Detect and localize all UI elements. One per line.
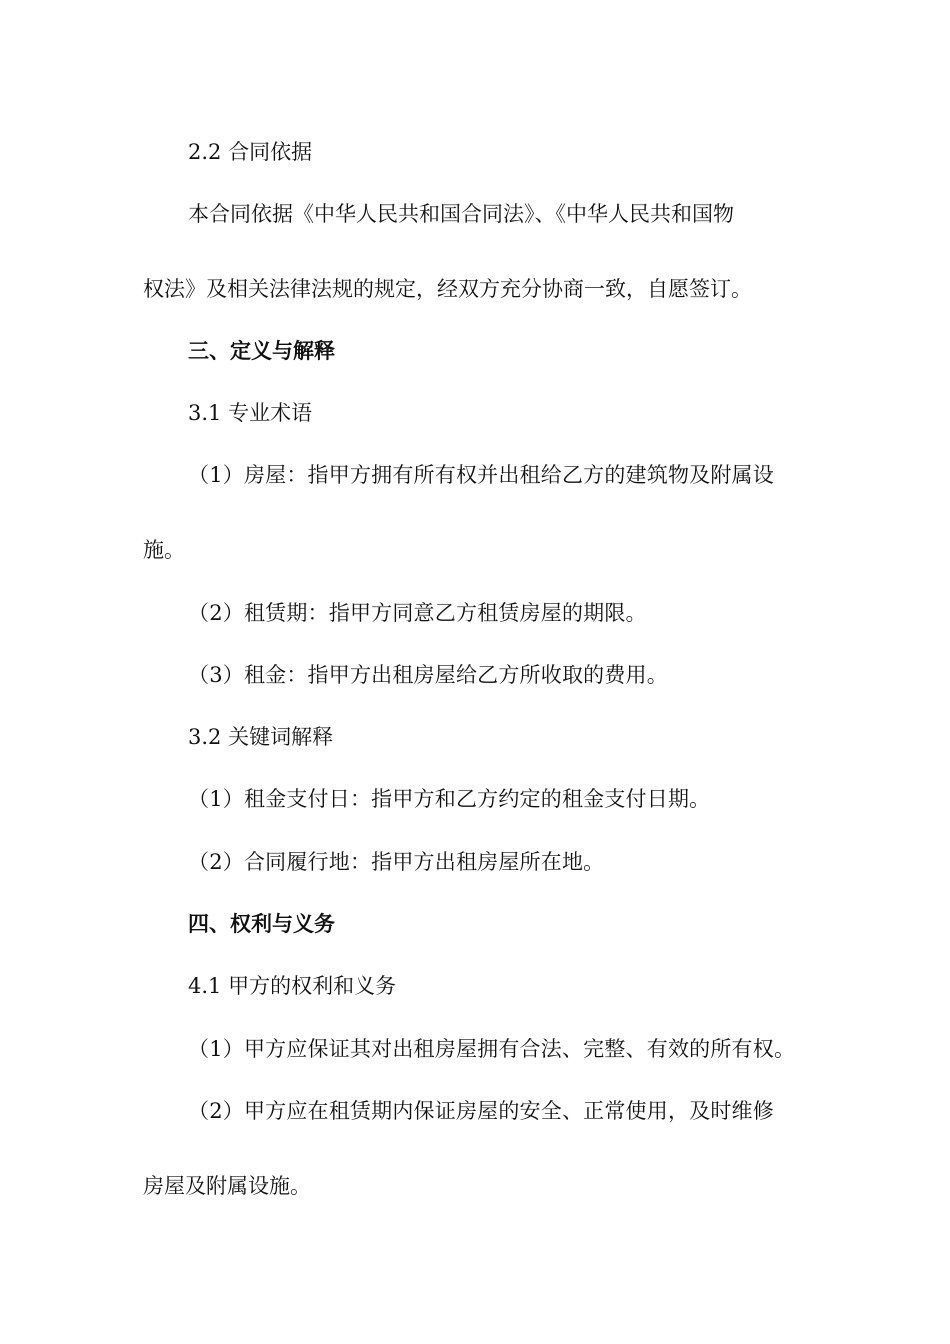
- section-3-1-item-2: （2）租赁期：指甲方同意乙方租赁房屋的期限。: [188, 601, 647, 625]
- section-4-1-item-2-line-2: 房屋及附属设施。: [143, 1174, 311, 1198]
- section-4-1-item-1: （1）甲方应保证其对出租房屋拥有合法、完整、有效的所有权。: [188, 1037, 796, 1061]
- section-3-2-title: 3.2 关键词解释: [188, 725, 334, 749]
- section-4-1-item-2-line-1: （2）甲方应在租赁期内保证房屋的安全、正常使用，及时维修: [188, 1099, 774, 1123]
- section-3-1-item-1-line-2: 施。: [143, 538, 185, 562]
- section-2-2-paragraph-line-2: 权法》及相关法律法规的规定，经双方充分协商一致，自愿签订。: [143, 277, 752, 301]
- section-3-1-title: 3.1 专业术语: [188, 401, 313, 425]
- section-3-2-item-1: （1）租金支付日：指甲方和乙方约定的租金支付日期。: [188, 787, 711, 811]
- section-3-heading: 三、定义与解释: [188, 339, 335, 363]
- section-4-1-title: 4.1 甲方的权利和义务: [188, 974, 397, 998]
- section-2-2-title: 2.2 合同依据: [188, 140, 313, 164]
- section-3-2-item-2: （2）合同履行地：指甲方出租房屋所在地。: [188, 850, 605, 874]
- section-2-2-paragraph-line-1: 本合同依据《中华人民共和国合同法》、《中华人民共和国物: [188, 202, 734, 226]
- section-3-1-item-1-line-1: （1）房屋：指甲方拥有所有权并出租给乙方的建筑物及附属设: [188, 463, 774, 487]
- section-4-heading: 四、权利与义务: [188, 912, 335, 936]
- section-3-1-item-3: （3）租金：指甲方出租房屋给乙方所收取的费用。: [188, 663, 668, 687]
